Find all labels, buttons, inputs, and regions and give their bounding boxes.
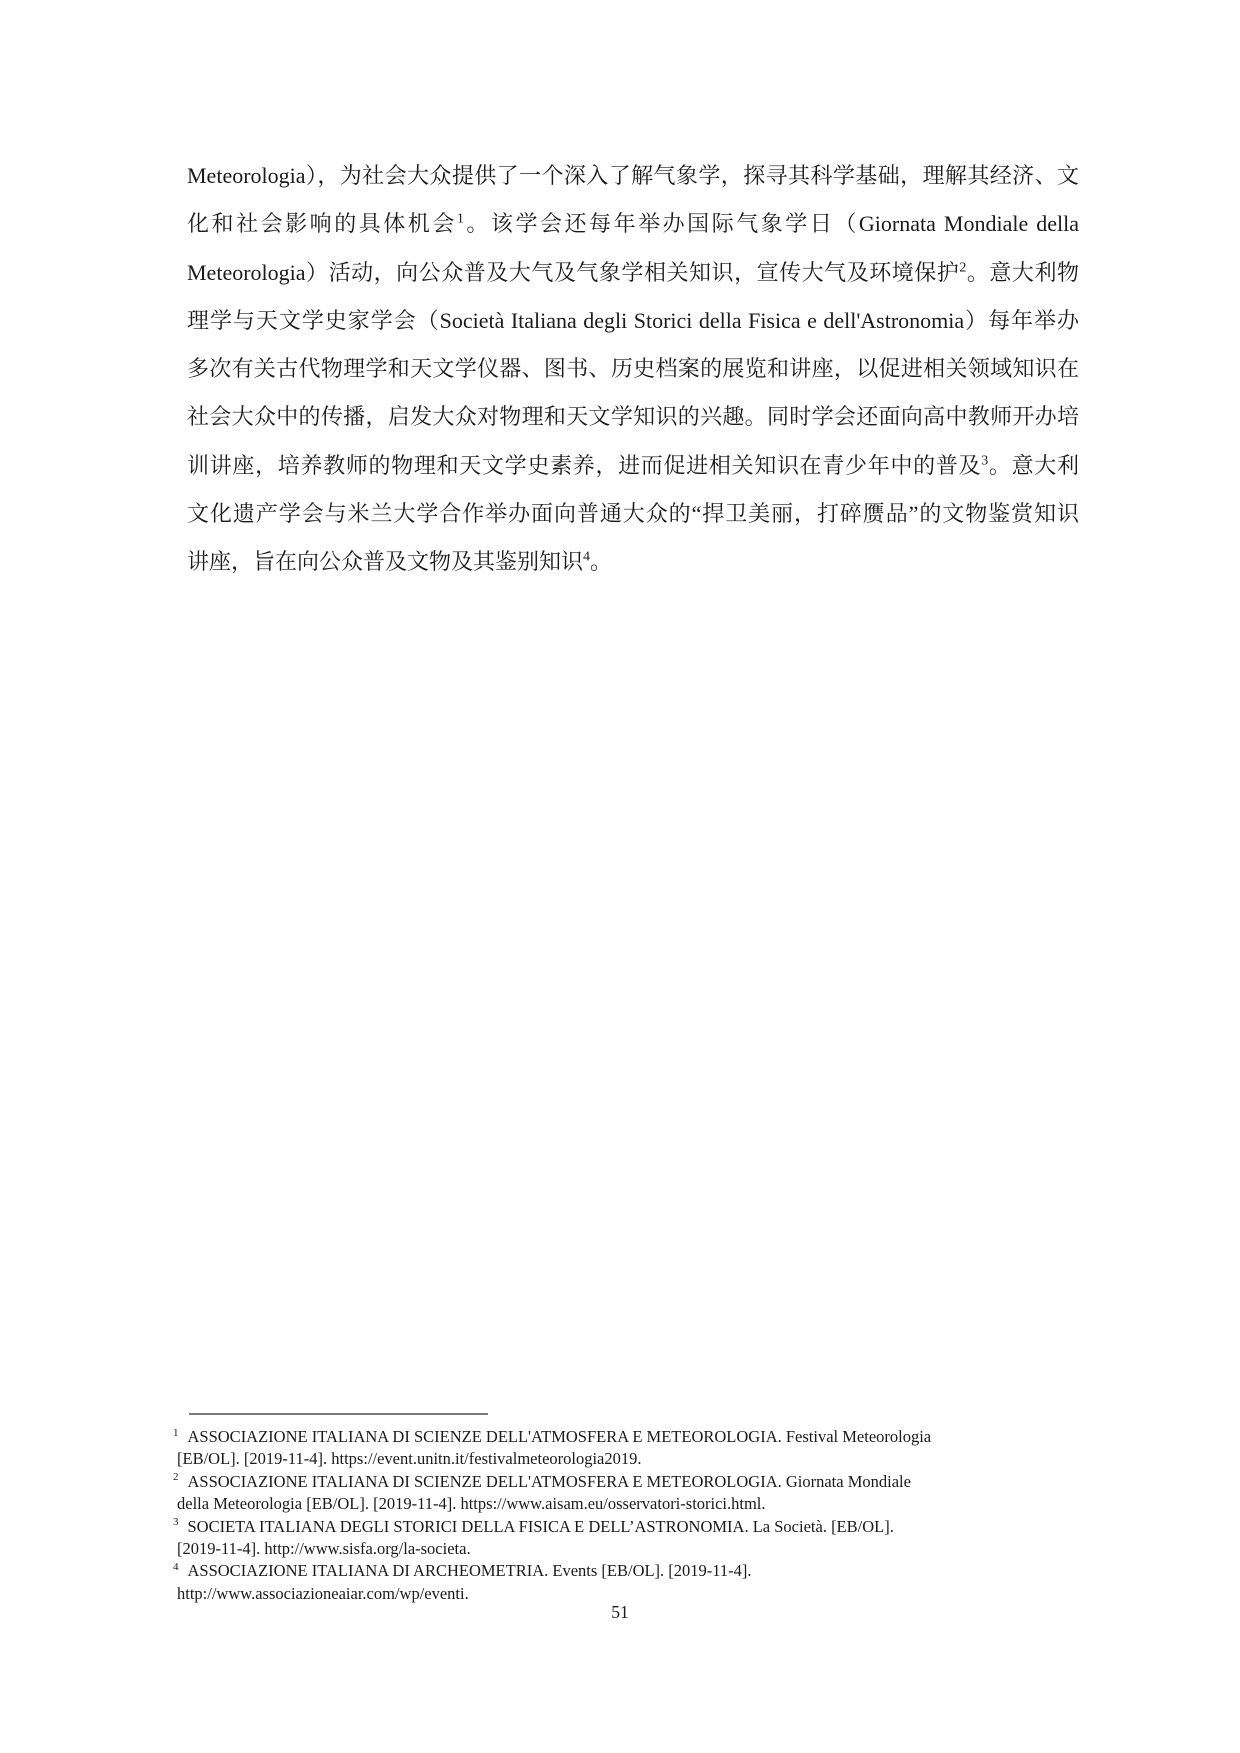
- body-paragraph: [187, 152, 1079, 587]
- body-line: 讲座，旨在向公众普及文物及其鉴别知识$^4$。: [187, 549, 613, 575]
- page-number: 51: [611, 1602, 629, 1622]
- footnote-list: [173, 1426, 1079, 1605]
- footnote-number: 1: [173, 1426, 179, 1439]
- body-line: 文化遗产学会与米兰大学合作举办面向普通大众的“捍卫美丽，打碎赝品”的文物鉴赏知识: [187, 501, 1079, 527]
- footnote-first-line: $^2$ ASSOCIAZIONE ITALIANA DI SCIENZE DELL'ATMOSFERA E METEOROLOGIA. Giornata Mondiale: [173, 1471, 911, 1491]
- footnote-continuation-line: della Meteorologia [EB/OL]. [2019-11-4]. https://www.aisam.eu/osservatori-storici.html.: [177, 1494, 766, 1514]
- body-line: 多次有关古代物理学和天文学仪器、图书、历史档案的展览和讲座，以促进相关领域知识在: [187, 356, 1079, 382]
- footnote-area: [173, 1413, 1079, 1605]
- footnote-ref: 3: [981, 453, 989, 469]
- footnote-first-line: $^3$ SOCIETA ITALIANA DEGLI STORICI DELLA FISICA E DELL’ASTRONOMIA. La Società. [EB/OL].: [173, 1516, 894, 1536]
- body-line: 训讲座，培养教师的物理和天文学史素养，进而促进相关知识在青少年中的普及$^3$。意大利: [187, 452, 1079, 478]
- footnote-ref: 4: [583, 550, 591, 566]
- footnote-continuation-line: [2019-11-4]. http://www.sisfa.org/la-societa.: [177, 1539, 471, 1559]
- body-line: Meteorologia）活动，向公众普及大气及气象学相关知识，宣传大气及环境保护$^2$。意大利物: [187, 259, 1079, 285]
- body-line: Meteorologia），为社会大众提供了一个深入了解气象学，探寻其科学基础，理解其经济、文: [187, 163, 1079, 188]
- body-line: 理学与天文学史家学会（Società Italiana degli Storici della Fisica e dell'Astronomia）每年举办: [187, 307, 1079, 333]
- footnote-number: 4: [173, 1560, 179, 1573]
- footnote-first-line: $^1$ ASSOCIAZIONE ITALIANA DI SCIENZE DELL'ATMOSFERA E METEOROLOGIA. Festival Meteorologia: [173, 1426, 932, 1446]
- footnote-number: 2: [173, 1471, 179, 1484]
- footnote-number: 3: [173, 1516, 179, 1529]
- footnote-continuation-line: [EB/OL]. [2019-11-4]. https://event.unitn.it/festivalmeteorologia2019.: [177, 1449, 642, 1469]
- footnote-continuation-line: http://www.associazioneaiar.com/wp/eventi.: [177, 1583, 469, 1603]
- body-line: 社会大众中的传播，启发大众对物理和天文学知识的兴趣。同时学会还面向高中教师开办培: [187, 404, 1079, 430]
- body-line: 化和社会影响的具体机会$^1$。该学会还每年举办国际气象学日（Giornata Mondiale della: [187, 211, 1079, 237]
- footnote-first-line: $^4$ ASSOCIAZIONE ITALIANA DI ARCHEOMETRIA. Events [EB/OL]. [2019-11-4].: [173, 1560, 752, 1581]
- footnote-separator: [189, 1413, 488, 1415]
- footnote-ref: 2: [959, 260, 967, 276]
- footnote-ref: 1: [456, 211, 464, 227]
